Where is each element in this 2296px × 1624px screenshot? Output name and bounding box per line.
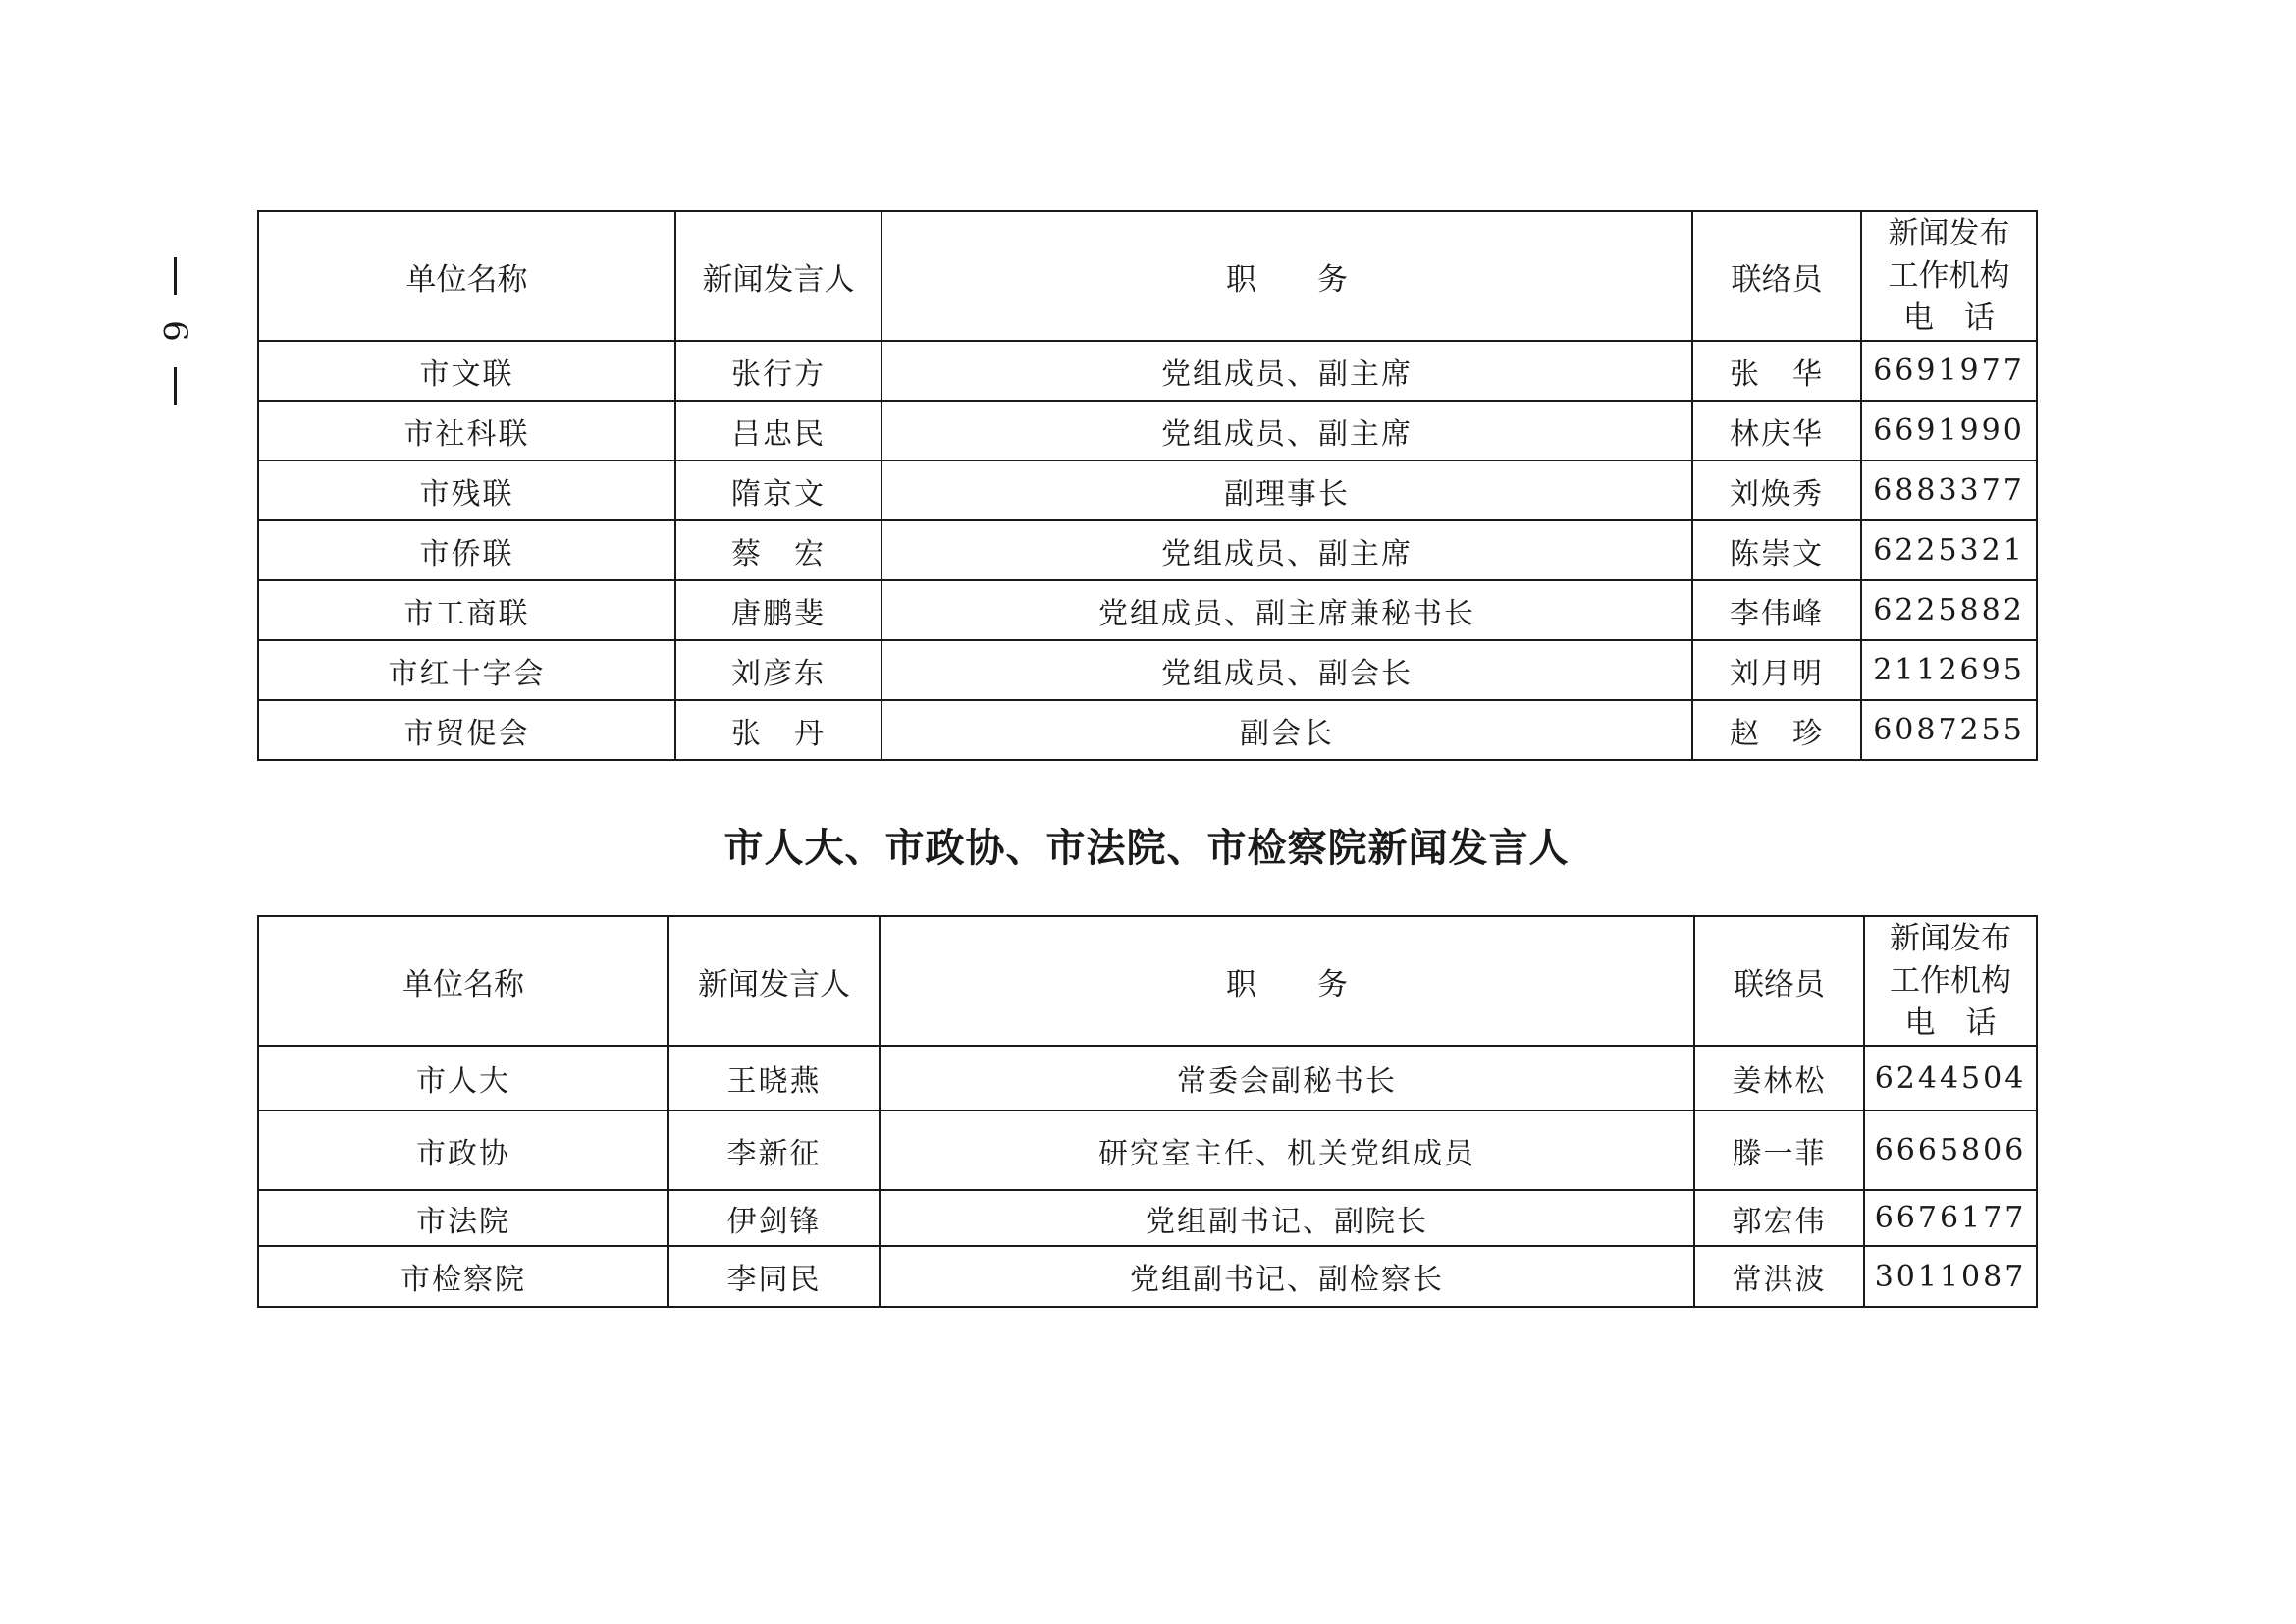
cell-unit: 市工商联 — [258, 580, 675, 640]
table-row — [258, 700, 2037, 760]
cell-liaison: 滕一菲 — [1694, 1110, 1864, 1190]
table-row — [258, 580, 2037, 640]
header-phone-line3: 电 话 — [1904, 1004, 1997, 1041]
cell-phone: 6225882 — [1861, 580, 2037, 640]
cell-position: 党组成员、副主席兼秘书长 — [881, 580, 1692, 640]
table-row — [258, 1246, 2037, 1307]
cell-spokesperson: 张 丹 — [675, 700, 881, 760]
cell-liaison: 张 华 — [1692, 341, 1861, 401]
cell-unit: 市检察院 — [258, 1246, 668, 1307]
cell-unit: 市红十字会 — [258, 640, 675, 700]
section-title: 市人大、市政协、市法院、市检察院新闻发言人 — [723, 825, 1570, 871]
cell-spokesperson: 伊剑锋 — [668, 1190, 880, 1246]
cell-unit: 市政协 — [258, 1110, 668, 1190]
cell-spokesperson: 张行方 — [675, 341, 881, 401]
cell-unit: 市法院 — [258, 1190, 668, 1246]
cell-position: 党组成员、副主席 — [881, 341, 1692, 401]
cell-spokesperson: 吕忠民 — [675, 401, 881, 460]
cell-liaison: 常洪波 — [1694, 1246, 1864, 1307]
cell-phone: 3011087 — [1864, 1246, 2037, 1307]
cell-unit: 市贸促会 — [258, 700, 675, 760]
cell-position: 党组成员、副主席 — [881, 520, 1692, 580]
cell-liaison: 刘焕秀 — [1692, 460, 1861, 520]
cell-position: 常委会副秘书长 — [880, 1046, 1694, 1110]
spokesperson-table-one — [257, 210, 2038, 761]
cell-spokesperson: 唐鹏斐 — [675, 580, 881, 640]
cell-unit: 市人大 — [258, 1046, 668, 1110]
cell-position: 副会长 — [881, 700, 1692, 760]
cell-phone: 2112695 — [1861, 640, 2037, 700]
header-spokesperson: 新闻发言人 — [668, 916, 880, 1046]
cell-liaison: 郭宏伟 — [1694, 1190, 1864, 1246]
cell-phone: 6225321 — [1861, 520, 2037, 580]
header-phone-line1: 新闻发布 — [1888, 215, 2010, 251]
cell-spokesperson: 王晓燕 — [668, 1046, 880, 1110]
cell-liaison: 陈崇文 — [1692, 520, 1861, 580]
cell-position: 党组副书记、副院长 — [880, 1190, 1694, 1246]
cell-unit: 市社科联 — [258, 401, 675, 460]
spokesperson-table-two — [257, 915, 2038, 1308]
cell-position: 研究室主任、机关党组成员 — [880, 1110, 1694, 1190]
table-row — [258, 341, 2037, 401]
cell-phone: 6676177 — [1864, 1190, 2037, 1246]
page-number-text: 6 — [154, 320, 194, 342]
cell-phone: 6087255 — [1861, 700, 2037, 760]
cell-liaison: 姜林松 — [1694, 1046, 1864, 1110]
table-header-row — [258, 211, 2037, 341]
page-number-dash-top — [174, 257, 177, 295]
header-phone-line3: 电 话 — [1903, 299, 1995, 336]
header-phone-line2: 工作机构 — [1888, 257, 2010, 294]
header-liaison: 联络员 — [1692, 211, 1861, 341]
cell-unit: 市文联 — [258, 341, 675, 401]
header-liaison: 联络员 — [1694, 916, 1864, 1046]
cell-position: 党组成员、副主席 — [881, 401, 1692, 460]
cell-spokesperson: 李新征 — [668, 1110, 880, 1190]
cell-phone: 6665806 — [1864, 1110, 2037, 1190]
cell-phone: 6883377 — [1861, 460, 2037, 520]
header-phone-line2: 工作机构 — [1890, 962, 2011, 999]
table-row — [258, 520, 2037, 580]
cell-position: 党组副书记、副检察长 — [880, 1246, 1694, 1307]
cell-phone: 6691977 — [1861, 341, 2037, 401]
cell-position: 党组成员、副会长 — [881, 640, 1692, 700]
table-header-row — [258, 916, 2037, 1046]
cell-spokesperson: 李同民 — [668, 1246, 880, 1307]
page-number — [147, 257, 202, 405]
header-position: 职 务 — [880, 916, 1694, 1046]
header-unit: 单位名称 — [258, 211, 675, 341]
table-row — [258, 401, 2037, 460]
header-phone — [1864, 916, 2037, 1046]
cell-liaison: 赵 珍 — [1692, 700, 1861, 760]
cell-phone: 6244504 — [1864, 1046, 2037, 1110]
header-spokesperson: 新闻发言人 — [675, 211, 881, 341]
cell-unit: 市残联 — [258, 460, 675, 520]
table-row — [258, 1110, 2037, 1190]
header-phone — [1861, 211, 2037, 341]
cell-liaison: 林庆华 — [1692, 401, 1861, 460]
cell-liaison: 李伟峰 — [1692, 580, 1861, 640]
table-row — [258, 460, 2037, 520]
cell-spokesperson: 隋京文 — [675, 460, 881, 520]
header-phone-line1: 新闻发布 — [1890, 920, 2011, 956]
cell-position: 副理事长 — [881, 460, 1692, 520]
table-row — [258, 1046, 2037, 1110]
cell-spokesperson: 刘彦东 — [675, 640, 881, 700]
cell-unit: 市侨联 — [258, 520, 675, 580]
cell-phone: 6691990 — [1861, 401, 2037, 460]
cell-liaison: 刘月明 — [1692, 640, 1861, 700]
header-position: 职 务 — [881, 211, 1692, 341]
table-row — [258, 640, 2037, 700]
header-unit: 单位名称 — [258, 916, 668, 1046]
cell-spokesperson: 蔡 宏 — [675, 520, 881, 580]
table-row — [258, 1190, 2037, 1246]
page-number-dash-bottom — [174, 367, 177, 405]
